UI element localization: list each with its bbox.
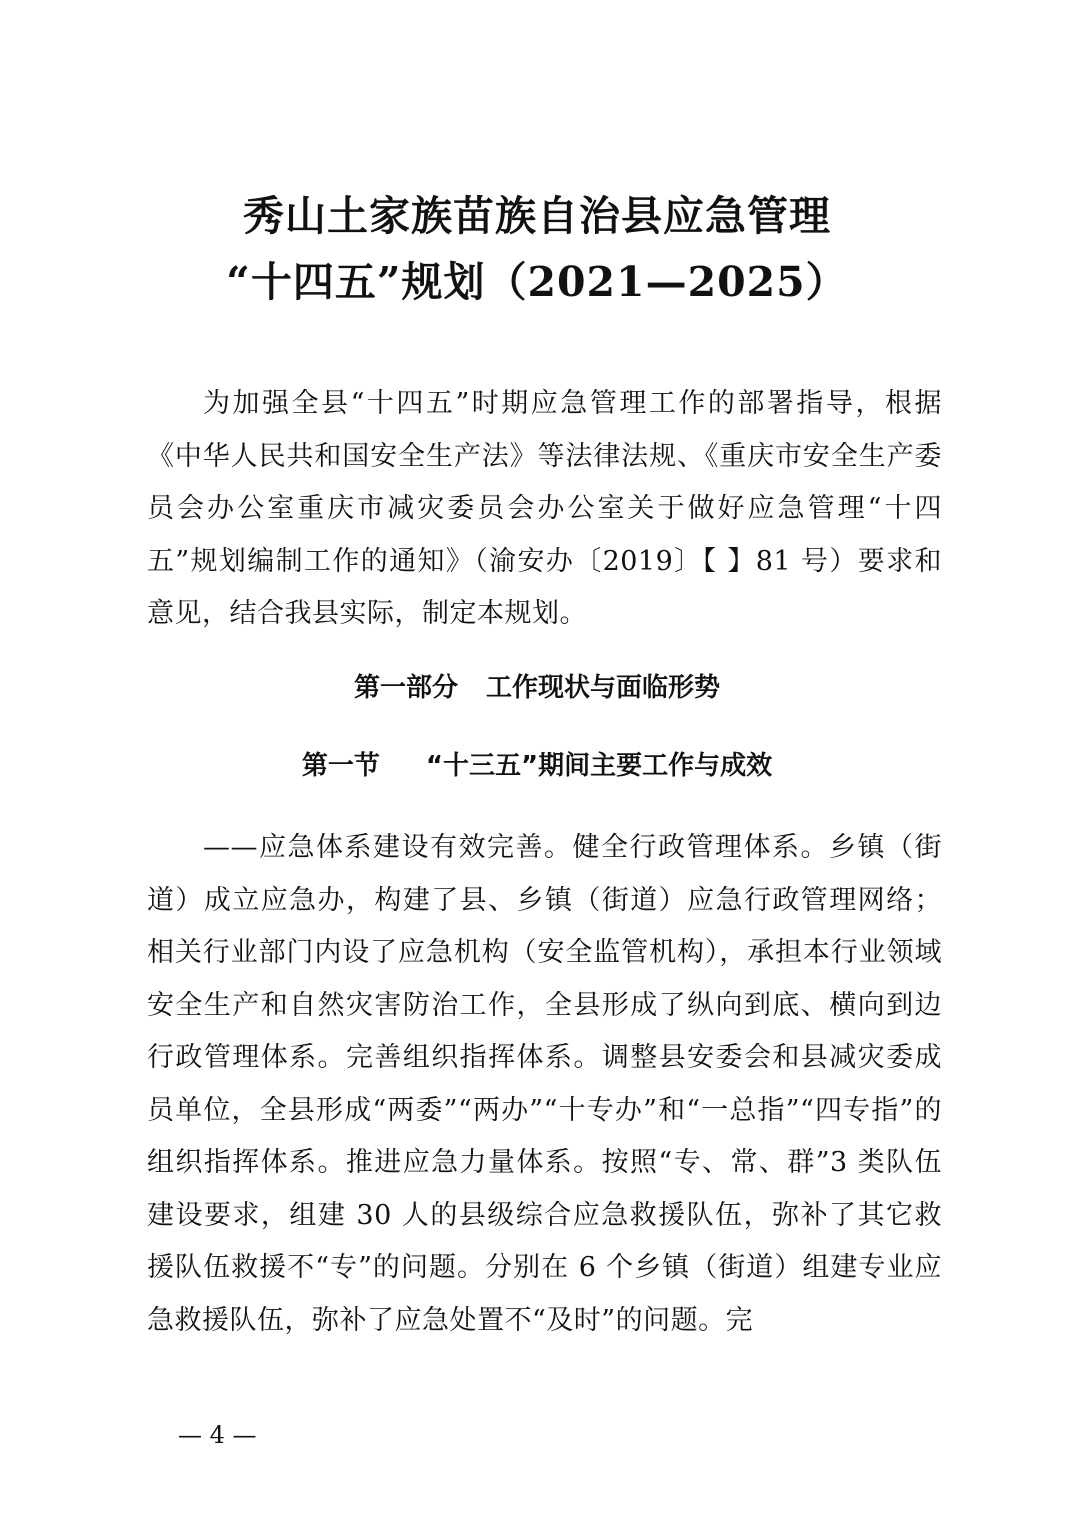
- part-heading-number: 第一部分: [353, 673, 458, 703]
- document-title-line-2: “十四五”规划（2021—2025）: [226, 258, 848, 306]
- part-heading: [0, 668, 1074, 708]
- part-heading-title: 工作现状与面临形势: [486, 673, 721, 703]
- section-heading-title: “十三五”期间主要工作与成效: [425, 751, 773, 781]
- body-paragraph: ——应急体系建设有效完善。健全行政管理体系。乡镇（街道）成立应急办，构建了县、乡镇（街道）应急行政管理网络；相关行业部门内设了应急机构（安全监管机构），承担本行业领域安全生产和自然灾害防治工作，全县形成了纵向到底、横向到边行政管理体系。完善组织指挥体系。调整县安委会和县减灾委成员单位，全县形成“两委”“两办”“十专办”和“一总指”“四专指”的组织指挥体系。推进应急力量体系。按照“专、常、群”3 类队伍建设要求，组建 30 人的县级综合应急救援队伍，弥补了其它救援队伍救援不“专”的问题。分别在 6 个乡镇（街道）组建专业应急救援队伍，弥补了应急处置不“及时”的问题。完: [147, 832, 942, 1336]
- section-heading-number: 第一节: [301, 751, 380, 781]
- section-heading: [0, 746, 1074, 786]
- intro-paragraph: 为加强全县“十四五”时期应急管理工作的部署指导，根据《中华人民共和国安全生产法》等法律法规、《重庆市安全生产委员会办公室重庆市减灾委员会办公室关于做好应急管理“十四五”规划编制工作的通知》（渝安办〔2019〕【 】81 号）要求和意见，结合我县实际，制定本规划。: [147, 388, 942, 629]
- page-number: — 4 —: [178, 1421, 257, 1449]
- document-title-line-1: 秀山土家族苗族自治县应急管理: [243, 192, 831, 240]
